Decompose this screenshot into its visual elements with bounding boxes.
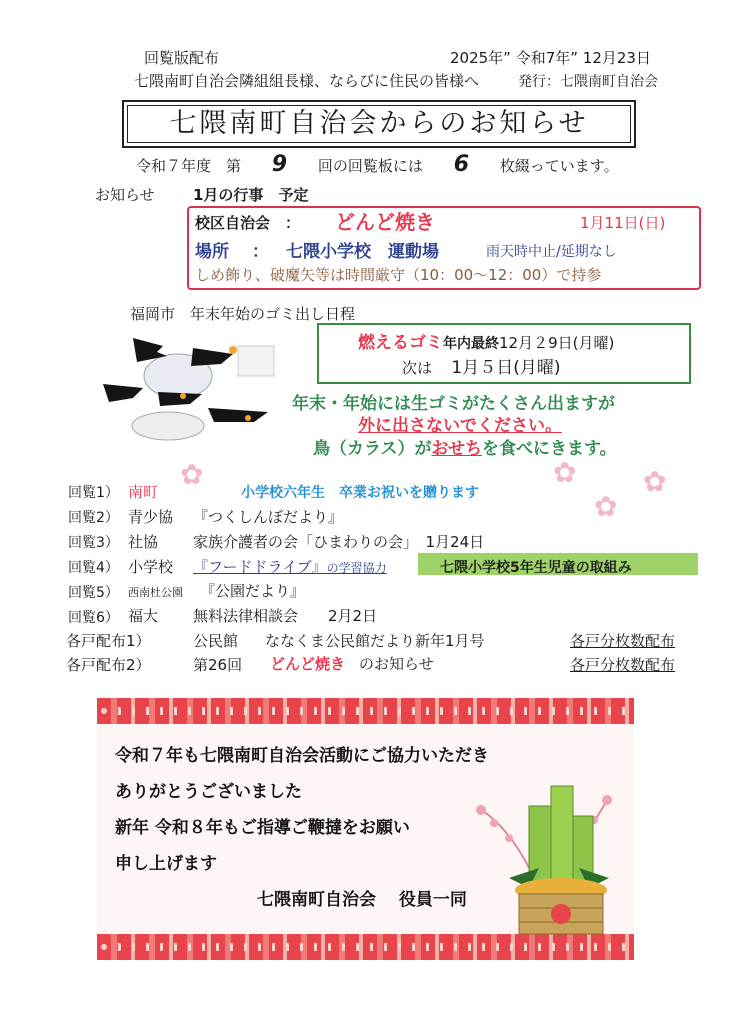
venue-label: 場所 ： [195, 242, 269, 262]
circular-suffix: 枚綴っています。 [499, 157, 619, 175]
issue-date: 2025年” 令和7年” 12月23日 [450, 49, 651, 67]
warning-osechi: おせち [431, 439, 482, 459]
item-label: 回覧6） [68, 610, 119, 626]
banner-line1: 令和７年も七隈南町自治会活動にご協力いただき [115, 746, 489, 766]
item-content: 家族介護者の会「ひまわりの会」 1月24日 [193, 533, 485, 551]
item-content: 小学校六年生 卒業お祝いを贈ります [241, 485, 479, 501]
item-note: 各戸分枚数配布 [570, 632, 676, 650]
item-org: 福大 [128, 607, 159, 625]
bring-note: しめ飾り、破魔矢等は時間厳守（10：00～12：00）で持参 [195, 266, 602, 284]
warning-crow: 鳥（カラス）が [313, 439, 432, 459]
item-org: 第26回 [193, 656, 243, 674]
new-year-banner [97, 698, 634, 960]
rain-note: 雨天時中止/延期なし [486, 244, 617, 260]
circular-label: 回覧版配布 [144, 49, 220, 67]
dondo-notice: のお知らせ [359, 655, 434, 673]
event-org: 校区自治会 ： [195, 214, 301, 232]
circular-info [136, 152, 619, 177]
item-content: ななくま公民館だより新年1月号 [265, 632, 485, 650]
item-org: 社協 [128, 533, 159, 551]
last-label: 年内最終 [443, 336, 499, 352]
banner-message [115, 738, 489, 918]
food-drive-note: の学習協力 [326, 561, 387, 575]
item-org: 公民館 [193, 632, 239, 650]
next-label: 次は [402, 359, 433, 377]
garbage-schedule [358, 328, 614, 353]
sakura-icon: ✿ [594, 490, 618, 523]
item-content: 『公園だより』 [200, 582, 306, 600]
sakura-icon: ✿ [643, 465, 667, 498]
event-name: どんど焼き [335, 210, 435, 234]
garbage-heading: 福岡市 年末年始のゴミ出し日程 [130, 305, 356, 323]
crow-illustration [98, 318, 288, 446]
page-title: 七隈南町自治会からのお知らせ [122, 100, 636, 148]
item-label: 回覧5） [68, 585, 119, 601]
food-drive-detail: 七隈小学校5年生児童の取組み [440, 560, 632, 576]
banner-line4: 申し上げます [115, 854, 217, 874]
event-date: 1月11日(日) [580, 214, 666, 232]
item-content [193, 556, 387, 577]
dondo-name: どんど焼き [270, 655, 346, 673]
next-date: 1月５日(月曜) [451, 358, 561, 378]
item-org: 小学校 [128, 558, 174, 576]
page-count: 6 [453, 152, 469, 177]
item-org: 西南杜公園 [128, 586, 183, 599]
item-label: 回覧4） [68, 560, 119, 576]
circular-middle: 回の回覧板には [317, 157, 423, 175]
item-content: 『つくしんぼだより』 [193, 508, 344, 526]
item-label: 各戸配布2） [66, 656, 151, 674]
sakura-icon: ✿ [553, 456, 577, 489]
item-note: 各戸分枚数配布 [570, 656, 676, 674]
notice-heading: 1月の行事 予定 [193, 186, 309, 204]
item-org: 南町 [128, 483, 159, 501]
banner-line2: ありがとうございました [115, 782, 302, 802]
issuer: 発行：七隈南町自治会 [518, 74, 658, 90]
addressee: 七隈南町自治会隣組組長様、ならびに住民の皆様へ [134, 72, 480, 90]
banner-sign: 七隈南町自治会 役員一同 [257, 890, 467, 910]
item-label: 回覧1） [68, 485, 119, 501]
item-label: 各戸配布1） [66, 632, 151, 650]
item-content: 無料法律相談会 2月2日 [193, 607, 378, 625]
warning-line2: 外に出さないでください。 [358, 416, 562, 436]
banner-line3: 新年 令和８年もご指導ご鞭撻をお願い [115, 818, 410, 838]
item-org: 青少協 [128, 508, 174, 526]
circular-prefix: 令和７年度 第 [136, 157, 242, 175]
item-content [270, 653, 434, 674]
next-collection [402, 353, 561, 378]
last-date: 12月２9日(月曜) [499, 334, 615, 352]
warning-line1: 年末・年始には生ゴミがたくさん出ますが [292, 394, 615, 414]
item-label: 回覧3） [68, 535, 119, 551]
warning-eat: を食べにきます。 [482, 439, 617, 459]
burnable-label: 燃えるゴミ [358, 333, 443, 353]
kadomatsu-icon [459, 768, 629, 938]
venue: 七隈小学校 運動場 [286, 242, 439, 262]
notice-label: お知らせ [95, 186, 155, 204]
food-drive-title: 『フードドライブ』 [193, 558, 327, 576]
banner-top-border [97, 698, 634, 724]
sakura-icon: ✿ [180, 458, 204, 491]
circular-number: 9 [271, 152, 288, 177]
item-label: 回覧2） [68, 510, 119, 526]
